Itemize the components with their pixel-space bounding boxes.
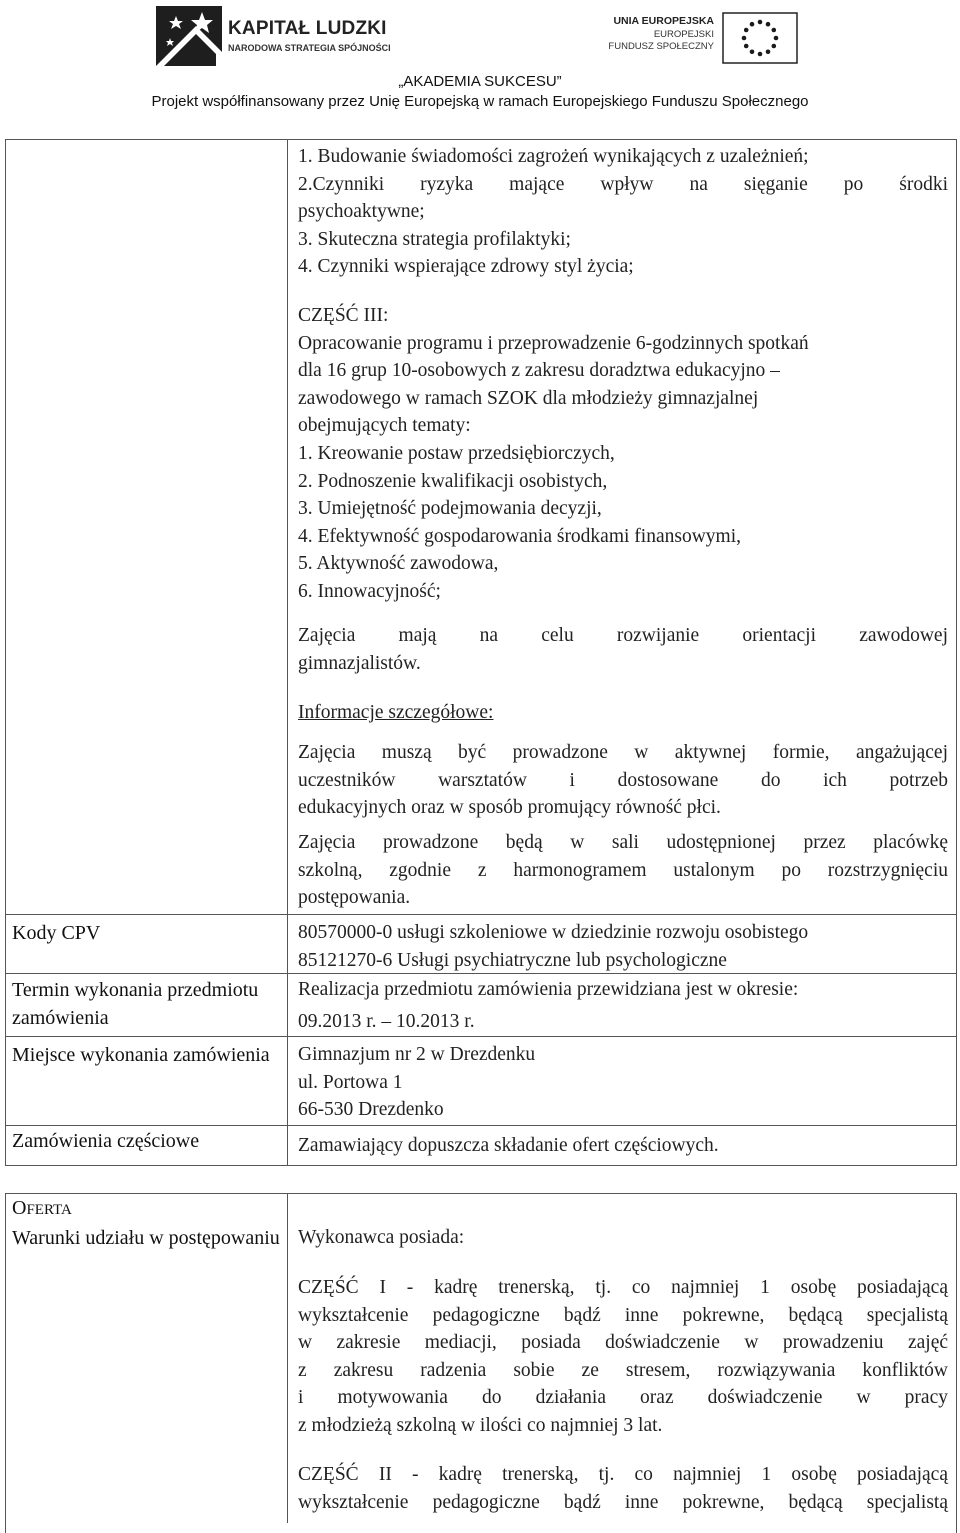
details-paragraph-2 bbox=[298, 829, 948, 912]
offer-part2 bbox=[298, 1461, 948, 1516]
part3-goal-line: gimnazjalistów. bbox=[298, 652, 421, 674]
part3-intro-line: obejmujących tematy: bbox=[298, 415, 471, 437]
kapital-ludzki-emblem-icon bbox=[156, 6, 222, 66]
part3-heading: CZĘŚĆ III: bbox=[298, 305, 389, 326]
offer-part1-line: i motywowania do działania oraz doświadczenie w pracy bbox=[298, 1387, 948, 1409]
offer-part1-line: wykształcenie pedagogiczne bądź inne pokrewne, będącą specjalistą bbox=[298, 1304, 948, 1326]
offer-part1-line: CZĘŚĆ I - kadrę trenerską, tj. co najmniej 1 osobę posiadającą bbox=[298, 1277, 948, 1298]
place-values bbox=[298, 1041, 948, 1124]
details-line: Zajęcia muszą być prowadzone w aktywnej formie, angażującej bbox=[298, 742, 948, 763]
details-line: edukacyjnych oraz w sposób promujący równość płci. bbox=[298, 797, 721, 819]
part3-topic: 4. Efektywność gospodarowania środkami finansowymi, bbox=[298, 525, 741, 547]
eu-flag-icon bbox=[722, 12, 798, 64]
part3-topic: 1. Kreowanie postaw przedsiębiorczych, bbox=[298, 442, 615, 464]
row-divider-cpv bbox=[5, 914, 957, 915]
offer-part2-line: wykształcenie pedagogiczne bądź inne pokrewne, będącą specjalistą bbox=[298, 1491, 948, 1513]
part3-topic: 3. Umiejętność podejmowania decyzji, bbox=[298, 498, 602, 520]
offer-part1-line: w zakresie mediacji, posiada doświadczenie w prowadzeniu zajęć bbox=[298, 1332, 948, 1354]
details-line: postępowania. bbox=[298, 887, 411, 909]
place-label: Miejsce wykonania zamówienia bbox=[12, 1044, 270, 1066]
details-heading-wrap bbox=[298, 699, 948, 727]
place-line: Gimnazjum nr 2 w Drezdenku bbox=[298, 1044, 536, 1065]
part3-topic: 2. Podnoszenie kwalifikacji osobistych, bbox=[298, 470, 608, 492]
contractor-intro: Wykonawca posiada: bbox=[298, 1227, 465, 1248]
part3-intro-line: zawodowego w ramach SZOK dla młodzieży gimnazjalnej bbox=[298, 387, 759, 409]
cpv-values bbox=[298, 919, 948, 974]
cpv-label: Kody CPV bbox=[12, 922, 101, 944]
table-column-divider bbox=[287, 139, 288, 1166]
project-subtitle: Projekt współfinansowany przez Unię Europejską w ramach Europejskiego Funduszu Społecznego bbox=[151, 93, 809, 110]
offer-heading-initial: O bbox=[12, 1197, 27, 1219]
eu-logo-line3: FUNDUSZ SPOŁECZNY bbox=[608, 41, 714, 52]
partial-value: Zamawiający dopuszcza składanie ofert częściowych. bbox=[298, 1135, 719, 1156]
offer-part2-line: CZĘŚĆ II - kadrę trenerską, tj. co najmniej 1 osobę posiadającą bbox=[298, 1464, 948, 1485]
topic-line: 4. Czynniki wspierające zdrowy styl życia; bbox=[298, 256, 634, 278]
offer-heading-rest: FERTA bbox=[26, 1202, 72, 1218]
offer-part1 bbox=[298, 1274, 948, 1440]
topic-line: 2.Czynniki ryzyka mające wpływ na sięganie po środki bbox=[298, 173, 948, 195]
part3-topic: 6. Innowacyjność; bbox=[298, 580, 441, 602]
term-dates: 09.2013 r. – 10.2013 r. bbox=[298, 1010, 475, 1032]
kapital-ludzki-logo bbox=[156, 6, 391, 68]
eu-logo-line2: EUROPEJSKI bbox=[653, 29, 714, 40]
term-label: Termin wykonania przedmiotu zamówienia bbox=[12, 979, 259, 1029]
cpv-code: 80570000-0 usługi szkoleniowe w dziedzinie rozwoju osobistego bbox=[298, 922, 809, 943]
term-values bbox=[298, 976, 948, 1035]
conditions-label: Warunki udziału w postępowaniu bbox=[12, 1227, 280, 1249]
place-line: 66-530 Drezdenko bbox=[298, 1099, 444, 1121]
eu-logo-line1: UNIA EUROPEJSKA bbox=[613, 15, 714, 27]
details-heading: Informacje szczegółowe: bbox=[298, 702, 494, 723]
offer-part1-line: z młodzieżą szkolną w ilości co najmniej 3 lat. bbox=[298, 1414, 663, 1436]
part3-intro-line: dla 16 grup 10-osobowych z zakresu doradztwa edukacyjno – bbox=[298, 360, 780, 382]
part3-goal-line: Zajęcia mają na celu rozwijanie orientacji zawodowej bbox=[298, 625, 948, 646]
project-title: „AKADEMIA SUKCESU” bbox=[398, 73, 562, 90]
details-line: Zajęcia prowadzone będą w sali udostępnionej przez placówkę bbox=[298, 832, 948, 853]
offer-part1-line: z zakresu radzenia sobie ze stresem, rozwiązywania konfliktów bbox=[298, 1359, 948, 1381]
place-line: ul. Portowa 1 bbox=[298, 1071, 403, 1093]
partial-label: Zamówienia częściowe bbox=[12, 1130, 200, 1152]
topic-line: 3. Skuteczna strategia profilaktyki; bbox=[298, 228, 571, 250]
details-line: szkolną, zgodnie z harmonogramem ustalonym po rozstrzygnięciu bbox=[298, 859, 948, 881]
row-divider-partial bbox=[5, 1125, 957, 1126]
cpv-code: 85121270-6 Usługi psychiatryczne lub psychologiczne bbox=[298, 949, 727, 971]
part2-topics bbox=[298, 143, 948, 281]
offer-column-divider bbox=[287, 1193, 288, 1523]
part3-intro-line: Opracowanie programu i przeprowadzenie 6-godzinnych spotkań bbox=[298, 332, 809, 354]
details-paragraph-1 bbox=[298, 739, 948, 822]
part3-topic: 5. Aktywność zawodowa, bbox=[298, 553, 499, 575]
row-divider-place bbox=[5, 1036, 957, 1037]
part3-goal bbox=[298, 622, 948, 677]
kapital-ludzki-name: KAPITAŁ LUDZKI bbox=[228, 18, 387, 39]
part3-block bbox=[298, 302, 948, 606]
term-text: Realizacja przedmiotu zamówienia przewidziana jest w okresie: bbox=[298, 979, 799, 1000]
offer-heading bbox=[12, 1196, 282, 1222]
topic-line: psychoaktywne; bbox=[298, 201, 425, 223]
kapital-ludzki-subtitle: NARODOWA STRATEGIA SPÓJNOŚCI bbox=[228, 43, 391, 53]
topic-line: 1. Budowanie świadomości zagrożeń wynikających z uzależnień; bbox=[298, 146, 809, 167]
details-line: uczestników warsztatów i dostosowane do ich potrzeb bbox=[298, 769, 948, 791]
eu-logo bbox=[608, 12, 798, 62]
